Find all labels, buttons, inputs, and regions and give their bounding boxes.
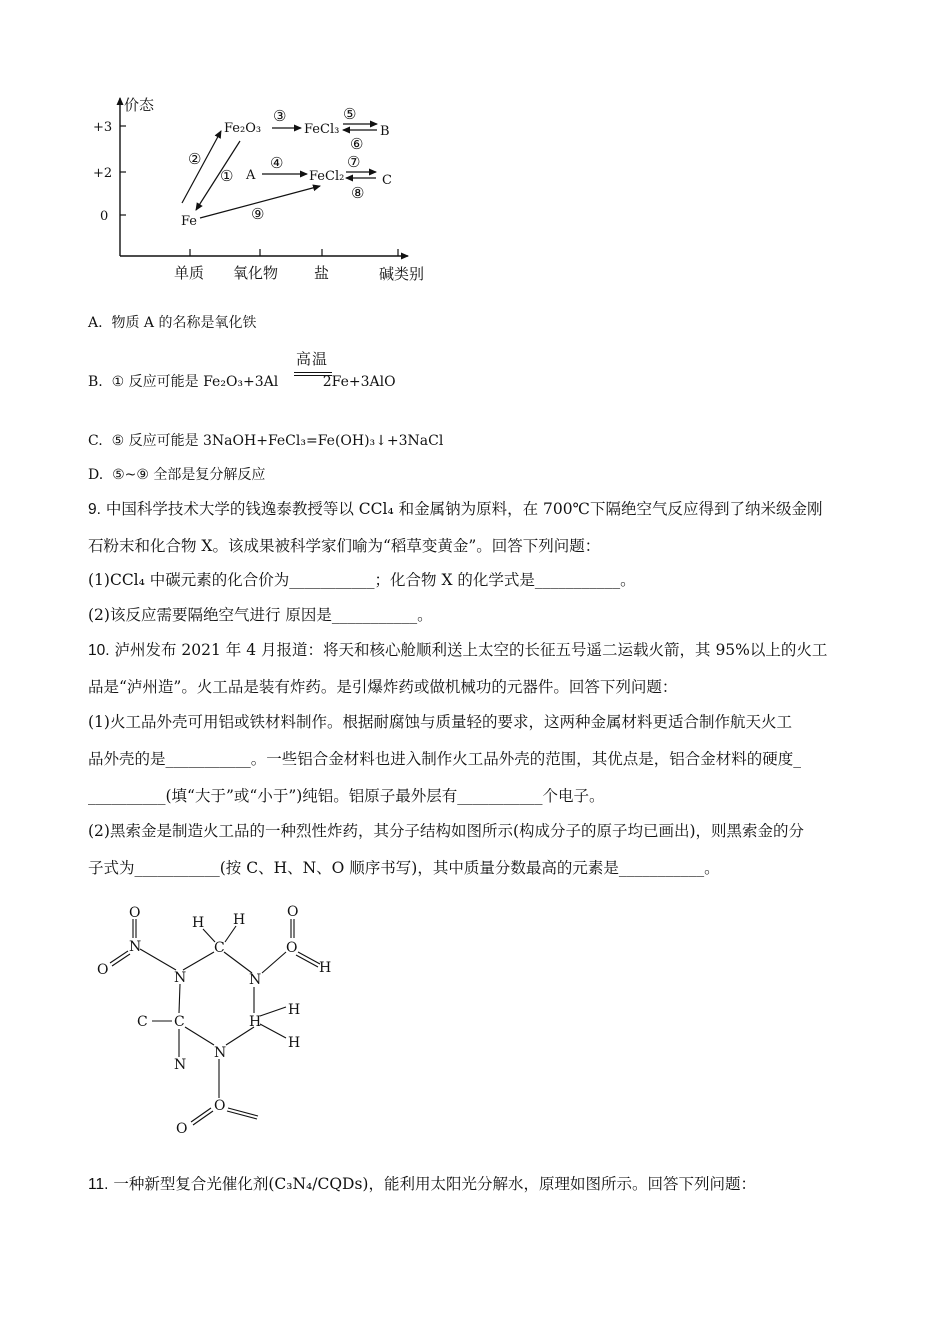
option-text: 物质 A 的名称是氧化铁 (111, 315, 257, 331)
question-text: 一种新型复合光催化剂(C₃N₄/CQDs)，能利用太阳光分解水，原理如图所示。回答下列问题： (113, 1175, 756, 1193)
species-fe2o3: Fe₂O₃ (224, 121, 262, 136)
y-tick: 0 (100, 209, 109, 224)
x-category: 盐 (314, 264, 330, 282)
reaction-label-9: ⑨ (251, 205, 265, 223)
option-text-tail: 2Fe+3AlO (322, 374, 396, 390)
reaction-label-4: ④ (270, 154, 284, 172)
q10-line2 (88, 676, 868, 698)
atom-o: O (176, 1121, 188, 1137)
species-b: B (380, 124, 390, 139)
question-text: 石粉末和化合物 X。该成果被科学家们喻为“稻草变黄金”。回答下列问题： (88, 537, 601, 555)
option-c (88, 430, 868, 452)
y-axis-label: 价态 (124, 96, 155, 114)
x-category: 单质 (174, 264, 205, 282)
option-b-condition: 高温 (296, 350, 329, 368)
question-text: 中国科学技术大学的钱逸泰教授等以 CCl₄ 和金属钠为原料，在 700℃下隔绝空气反应得到了纳米级金刚 (105, 500, 823, 518)
atom-c: H (249, 1014, 262, 1030)
q10-sub2-line1 (88, 820, 868, 842)
option-a (88, 312, 868, 334)
option-letter: B. (88, 374, 103, 390)
atom-h: H (288, 1035, 301, 1051)
option-text: ⑤~⑨ 全部是复分解反应 (112, 467, 266, 483)
q9-line2 (88, 535, 868, 557)
atom-n: N (129, 939, 142, 955)
q10-sub1-line3 (88, 785, 868, 807)
y-tick: +3 (93, 120, 113, 135)
option-text: ① 反应可能是 Fe₂O₃+3Al (111, 374, 279, 390)
x-axis-suffix: 类别 (394, 265, 425, 283)
option-d (88, 464, 868, 486)
x-category: 氧化物 (233, 264, 279, 282)
question-number: 11. (88, 1176, 109, 1193)
atom-h: H (233, 912, 246, 928)
question-text: 品是“泸州造”。火工品是装有炸药。是引爆炸药或做机械功的元器件。回答下列问题： (88, 678, 678, 696)
question-text: (2)黑索金是制造火工品的一种烈性炸药，其分子结构如图所示(构成分子的原子均已画出)，则黑索金的分 (88, 822, 805, 840)
atom-o: H (319, 960, 332, 976)
reaction-label-3: ③ (273, 107, 287, 125)
option-letter: A. (88, 315, 103, 331)
species-fe: Fe (181, 214, 198, 229)
atom-h: H (288, 1002, 301, 1018)
q10-sub1-line1 (88, 711, 868, 733)
question-text: (1)CCl₄ 中碳元素的化合价为___________；化合物 X 的化学式是___________。 (88, 571, 636, 589)
atom-c: C (174, 1014, 185, 1030)
option-text: ⑤ 反应可能是 3NaOH+FeCl₃=Fe(OH)₃↓+3NaCl (111, 433, 444, 449)
question-number: 10. (88, 642, 110, 659)
atom-c: C (214, 940, 225, 956)
reaction-label-8: ⑧ (351, 184, 365, 202)
q10-sub2-line2 (88, 857, 868, 879)
option-b (88, 371, 868, 393)
atom-n: O (286, 940, 298, 956)
reaction-label-5: ⑤ (343, 105, 357, 123)
atom-h: H (192, 915, 205, 931)
atom-h: C (137, 1014, 148, 1030)
option-letter: D. (88, 467, 104, 483)
question-text: 子式为___________(按 C、H、N、O 顺序书写)，其中质量分数最高的元素是___________。 (88, 859, 720, 877)
question-number: 9. (88, 501, 101, 518)
x-category: 碱 (379, 265, 395, 283)
atom-n: N (249, 972, 262, 988)
question-text: 品外壳的是___________。一些铝合金材料也进入制作火工品外壳的范围，其优点是，铝合金材料的硬度_ (88, 750, 802, 768)
question-text: 泸州发布 2021 年 4 月报道：将天和核心舱顺利送上太空的长征五号遥二运载火箭，其 95%以上的火工 (114, 641, 828, 659)
reaction-label-2: ② (188, 150, 202, 168)
q9-sub2 (88, 604, 868, 626)
atom-n: N (174, 970, 187, 986)
atom-o: O (287, 904, 299, 920)
reaction-label-7: ⑦ (347, 153, 361, 171)
atom-h: N (174, 1057, 187, 1073)
atom-n: N (214, 1045, 227, 1061)
atom-n: O (214, 1098, 226, 1114)
q10-sub1-line2 (88, 748, 868, 770)
reaction-label-6: ⑥ (350, 135, 364, 153)
species-c: C (382, 173, 392, 188)
y-tick: +2 (93, 166, 113, 181)
question-text: __________(填“大于”或“小于”)纯铝。铝原子最外层有___________个电子。 (88, 787, 605, 805)
iron-valence-diagram (80, 88, 440, 293)
option-letter: C. (88, 433, 103, 449)
atom-o: O (129, 905, 141, 921)
rdx-structure-diagram (90, 900, 350, 1145)
question-text: (1)火工品外壳可用铝或铁材料制作。根据耐腐蚀与质量轻的要求，这两种金属材料更适合制作航天火工 (88, 713, 792, 731)
q11-line1 (88, 1173, 868, 1196)
species-fecl2: FeCl₂ (309, 169, 345, 184)
q10-line1 (88, 639, 868, 662)
species-a: A (246, 168, 256, 183)
atom-o: O (97, 962, 109, 978)
species-fecl3: FeCl₃ (304, 122, 340, 137)
q9-sub1 (88, 569, 868, 591)
q9-line1 (88, 498, 868, 521)
question-text: (2)该反应需要隔绝空气进行 原因是___________。 (88, 606, 433, 624)
reaction-label-1: ① (220, 167, 234, 185)
